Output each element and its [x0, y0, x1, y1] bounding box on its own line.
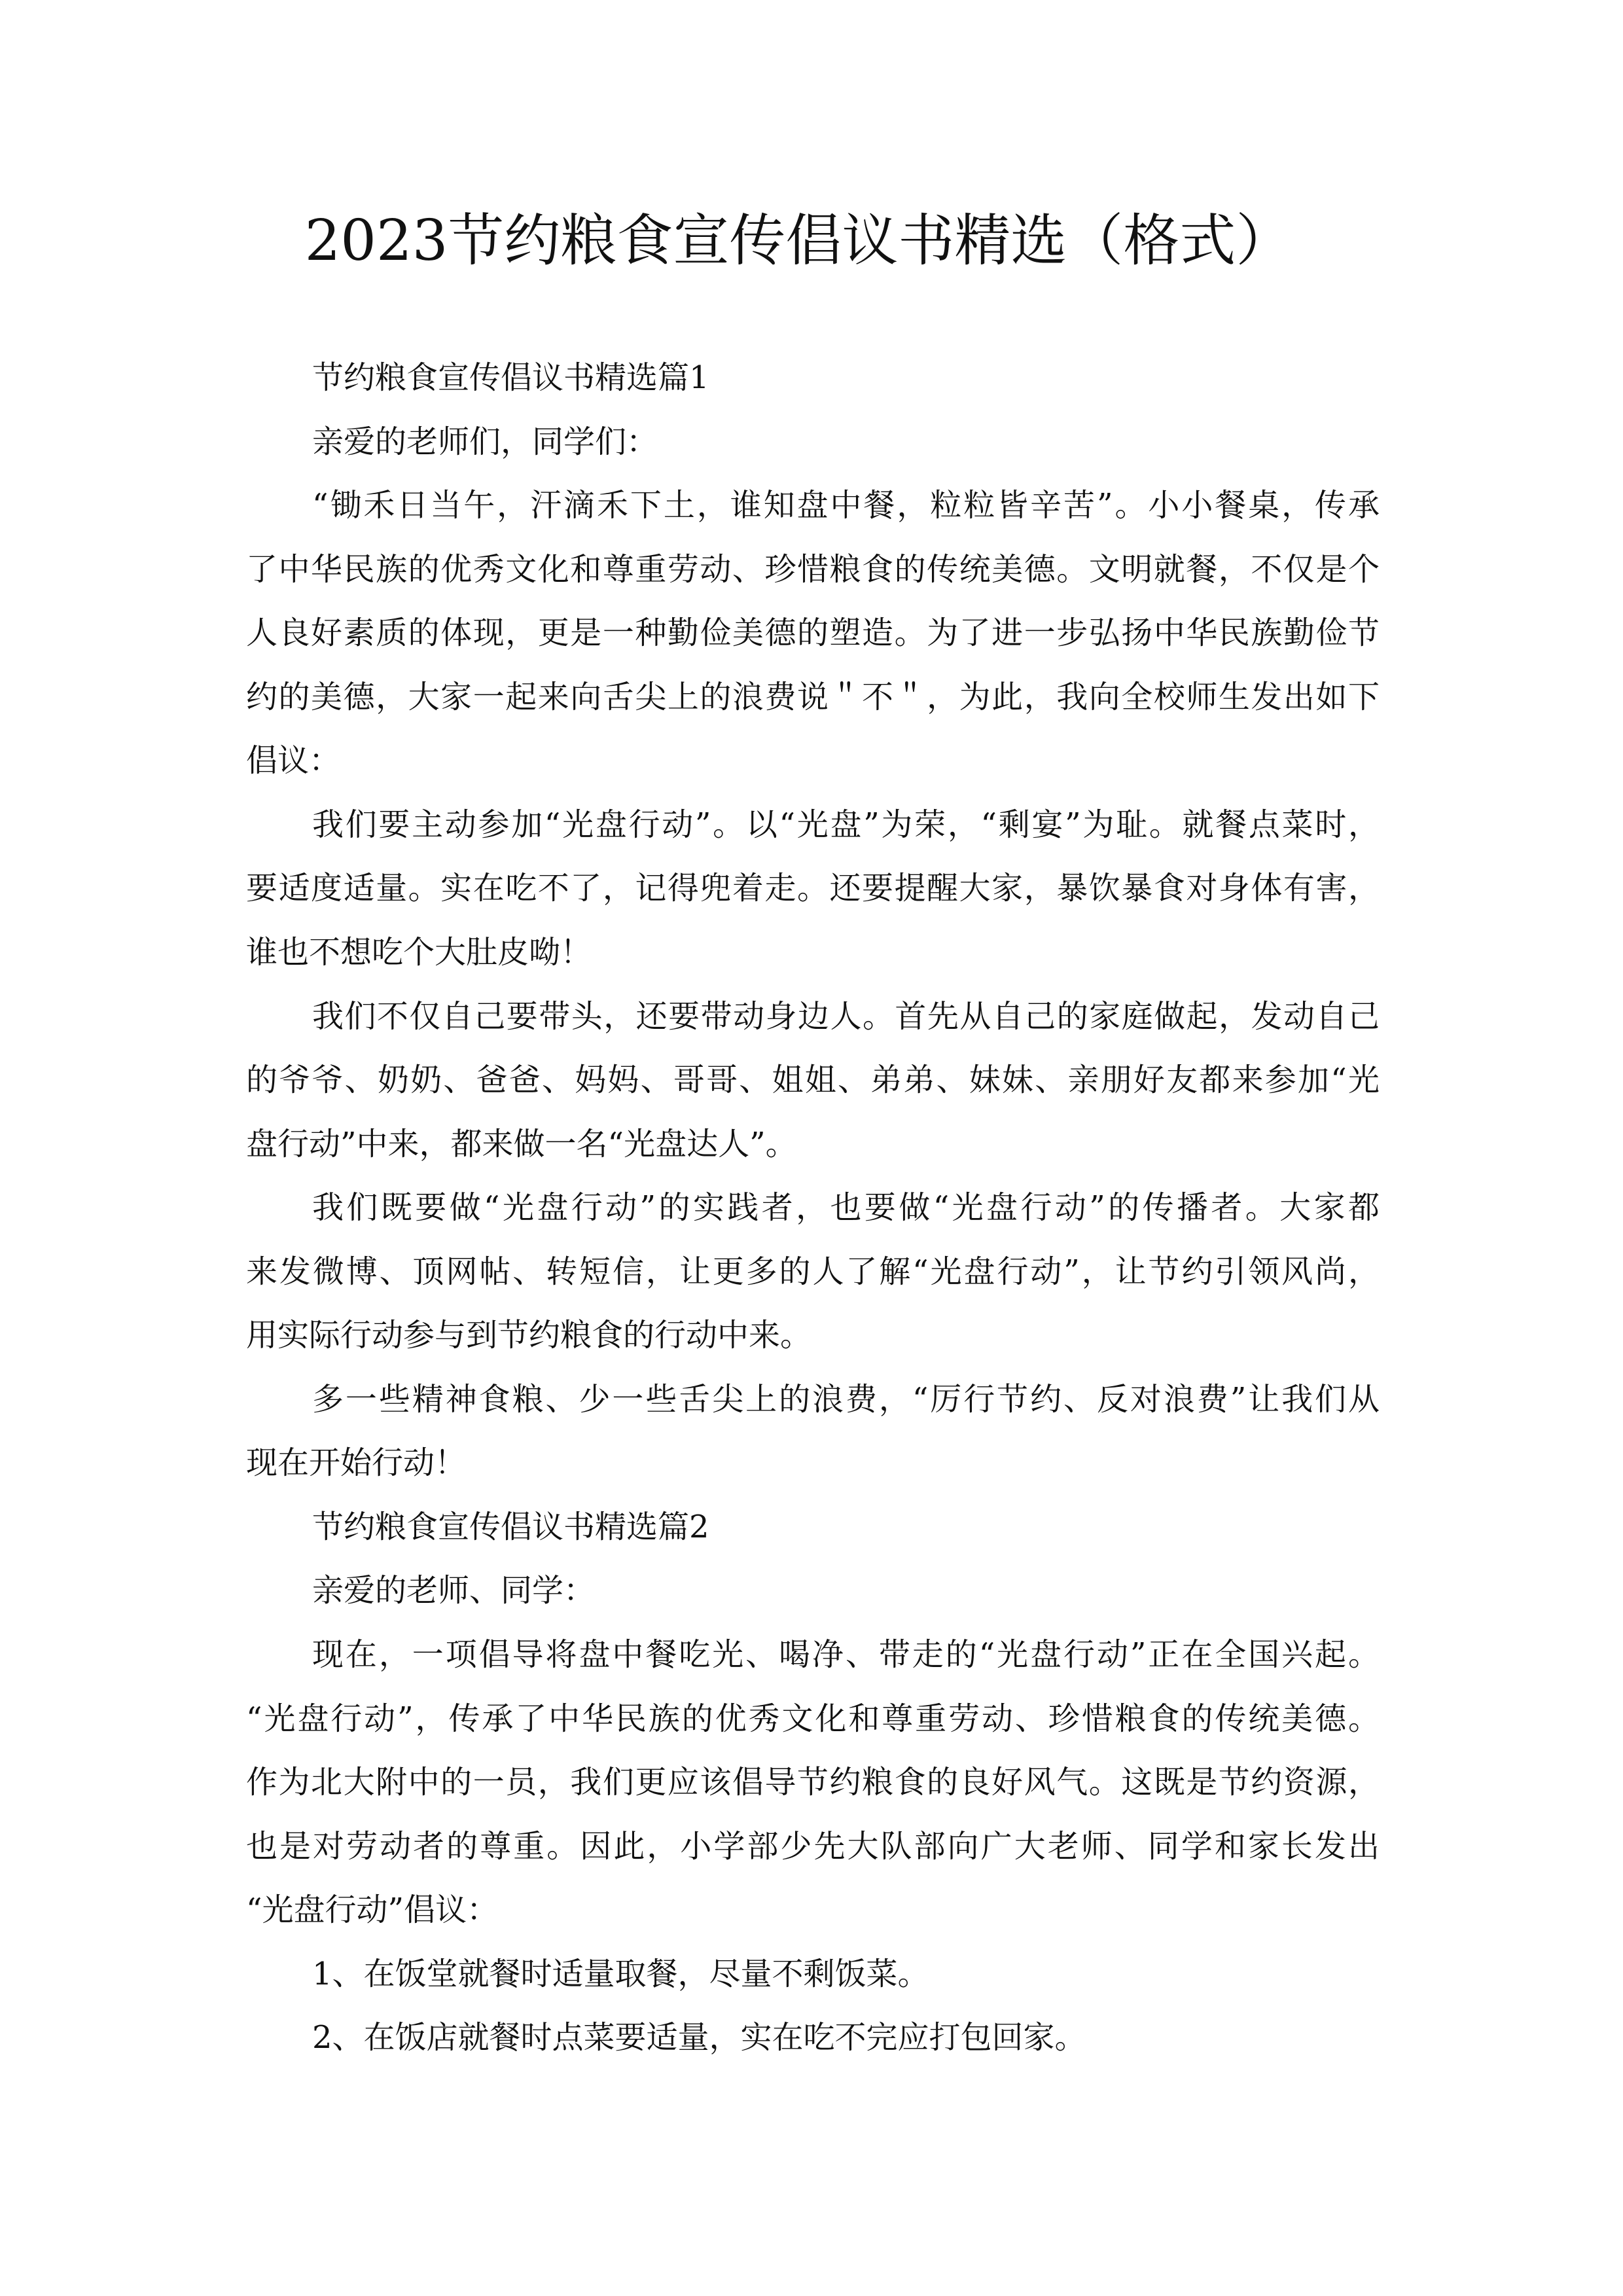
paragraph-line: 现在，一项倡导将盘中餐吃光、喝净、带走的“光盘行动”正在全国兴起。 [312, 1636, 1380, 1673]
section-heading: 节约粮食宣传倡议书精选篇1 [312, 359, 709, 396]
paragraph-line: “光盘行动”倡议： [246, 1892, 499, 1929]
paragraph-line: 的爷爷、奶奶、爸爸、妈妈、哥哥、姐姐、弟弟、妹妹、亲朋好友都来参加“光 [246, 1062, 1380, 1099]
paragraph-line: 了中华民族的优秀文化和尊重劳动、珍惜粮食的传统美德。文明就餐，不仅是个 [246, 550, 1380, 588]
paragraph-line: 也是对劳动者的尊重。因此，小学部少先大队部向广大老师、同学和家长发出 [246, 1827, 1380, 1865]
paragraph-line: 人良好素质的体现，更是一种勤俭美德的塑造。为了进一步弘扬中华民族勤俭节 [246, 615, 1380, 652]
section-heading: 节约粮食宣传倡议书精选篇2 [312, 1508, 709, 1545]
paragraph-line: 用实际行动参与到节约粮食的行动中来。 [246, 1317, 812, 1354]
paragraph-line: 来发微博、顶网帖、转短信，让更多的人了解“光盘行动”，让节约引领风尚， [246, 1253, 1380, 1290]
paragraph-line: 盘行动”中来，都来做一名“光盘达人”。 [246, 1125, 797, 1162]
paragraph-line: 约的美德，大家一起来向舌尖上的浪费说＂不＂，为此，我向全校师生发出如下 [246, 678, 1380, 715]
paragraph-line: 亲爱的老师、同学： [312, 1572, 596, 1609]
paragraph-line: 我们要主动参加“光盘行动”。以“光盘”为荣，“剩宴”为耻。就餐点菜时， [312, 806, 1380, 843]
document-title: 2023节约粮食宣传倡议书精选（格式） [304, 208, 1293, 274]
paragraph-line: 2、在饭店就餐时点菜要适量，实在吃不完应打包回家。 [312, 2019, 1086, 2056]
paragraph-line: 现在开始行动！ [246, 1444, 467, 1482]
paragraph-line: 我们既要做“光盘行动”的实践者，也要做“光盘行动”的传播者。大家都 [312, 1189, 1380, 1227]
paragraph-line: 作为北大附中的一员，我们更应该倡导节约粮食的良好风气。这既是节约资源， [246, 1764, 1380, 1801]
paragraph-line: 倡议： [246, 742, 341, 780]
paragraph-line: “光盘行动”，传承了中华民族的优秀文化和尊重劳动、珍惜粮食的传统美德。 [246, 1700, 1380, 1737]
paragraph-line: 我们不仅自己要带头，还要带动身边人。首先从自己的家庭做起，发动自己 [312, 997, 1380, 1035]
paragraph-line: 1、在饭堂就餐时适量取餐，尽量不剩饭菜。 [312, 1955, 929, 1992]
paragraph-line: 要适度适量。实在吃不了，记得兜着走。还要提醒大家，暴饮暴食对身体有害， [246, 870, 1380, 907]
paragraph-line: 多一些精神食粮、少一些舌尖上的浪费，“厉行节约、反对浪费”让我们从 [312, 1380, 1380, 1418]
paragraph-line: 谁也不想吃个大肚皮呦！ [246, 933, 592, 971]
paragraph-line: 亲爱的老师们，同学们： [312, 423, 658, 460]
paragraph-line: “锄禾日当午，汗滴禾下土，谁知盘中餐，粒粒皆辛苦”。小小餐桌，传承 [312, 487, 1380, 524]
